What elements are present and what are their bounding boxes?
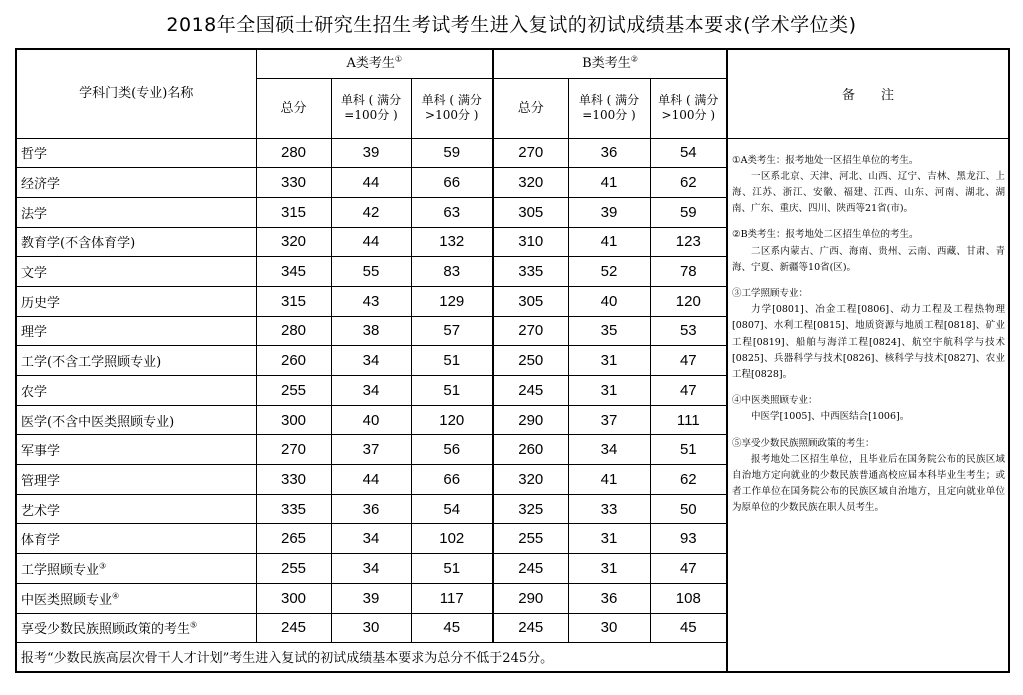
note-item	[732, 153, 1005, 218]
b-score-single-100: 41	[568, 465, 650, 495]
a-score-single-100: 44	[331, 465, 411, 495]
a-score-single-gt100: 54	[411, 494, 493, 524]
a-score-total: 300	[256, 405, 331, 435]
a-score-total: 255	[256, 554, 331, 584]
a-score-single-gt100: 117	[411, 583, 493, 613]
a-score-single-gt100: 66	[411, 168, 493, 198]
a-score-single-100: 44	[331, 168, 411, 198]
b-score-single-gt100: 45	[650, 613, 727, 643]
b-score-single-100: 36	[568, 138, 650, 168]
subject-column-header: 学科门类(专业)名称	[16, 49, 256, 138]
a-score-total: 330	[256, 168, 331, 198]
a-score-single-100: 39	[331, 583, 411, 613]
note-heading: ④中医类照顾专业：	[732, 395, 818, 407]
a-score-single-gt100: 129	[411, 286, 493, 316]
a-score-single-100: 38	[331, 316, 411, 346]
footnote-mark: ③	[99, 561, 107, 571]
b-score-single-100: 41	[568, 227, 650, 257]
a-score-single-100: 40	[331, 405, 411, 435]
b-score-single-100: 40	[568, 286, 650, 316]
note-item	[732, 393, 1005, 425]
a-score-single-100: 30	[331, 613, 411, 643]
a-score-single-gt100: 102	[411, 524, 493, 554]
b-score-single-gt100: 120	[650, 286, 727, 316]
a-score-single-gt100: 51	[411, 376, 493, 406]
note-heading: ②B类考生：报考地处二区招生单位的考生。	[732, 229, 919, 241]
a-score-single-gt100: 83	[411, 257, 493, 287]
b-score-total: 260	[493, 435, 568, 465]
a-score-single-100: 34	[331, 376, 411, 406]
footnote-mark: ⑤	[190, 621, 198, 631]
a-score-single-gt100: 57	[411, 316, 493, 346]
b-single-gt100-header: 单科 ( 满分 >100分 )	[650, 78, 727, 138]
a-score-total: 300	[256, 583, 331, 613]
note-body: 中医学[1005]、中西医结合[1006]。	[751, 411, 910, 423]
footer-note: 报考“少数民族高层次骨干人才计划”考生进入复试的初试成绩基本要求为总分不低于245分。	[16, 643, 727, 672]
score-table	[15, 48, 1010, 673]
b-score-single-gt100: 108	[650, 583, 727, 613]
b-score-total: 255	[493, 524, 568, 554]
a-score-total: 330	[256, 465, 331, 495]
group-b-header: B类考生②	[493, 49, 727, 78]
subject-name: 享受少数民族照顾政策的考生⑤	[16, 613, 256, 643]
b-score-single-gt100: 123	[650, 227, 727, 257]
note-body: 报考地处二区招生单位，且毕业后在国务院公布的民族区域自治地方定向就业的少数民族普通高校应届本科毕业生考生；或者工作单位在国务院公布的民族区域自治地方，且定向就业单位为原单位的少数民族在职人员考生。	[732, 453, 1006, 514]
b-score-total: 245	[493, 554, 568, 584]
a-score-single-100: 34	[331, 524, 411, 554]
a-score-single-gt100: 51	[411, 554, 493, 584]
subject-name: 艺术学	[16, 494, 256, 524]
footnote-mark: ②	[630, 54, 638, 64]
b-single-100-header: 单科 ( 满分 =100分 )	[568, 78, 650, 138]
note-item	[732, 227, 1005, 276]
b-score-total: 245	[493, 376, 568, 406]
a-score-total: 335	[256, 494, 331, 524]
a-score-single-100: 44	[331, 227, 411, 257]
b-score-total: 290	[493, 583, 568, 613]
b-score-total: 270	[493, 316, 568, 346]
b-score-total: 250	[493, 346, 568, 376]
b-score-total: 320	[493, 465, 568, 495]
b-score-total: 305	[493, 197, 568, 227]
b-score-total: 270	[493, 138, 568, 168]
b-score-single-gt100: 47	[650, 554, 727, 584]
b-score-single-gt100: 111	[650, 405, 727, 435]
group-a-header: A类考生①	[256, 49, 493, 78]
a-score-single-100: 34	[331, 554, 411, 584]
b-score-single-gt100: 62	[650, 168, 727, 198]
note-item	[732, 286, 1005, 383]
a-score-single-100: 37	[331, 435, 411, 465]
b-score-single-gt100: 50	[650, 494, 727, 524]
b-score-single-100: 33	[568, 494, 650, 524]
b-score-single-100: 35	[568, 316, 650, 346]
a-score-single-gt100: 66	[411, 465, 493, 495]
note-item	[732, 436, 1005, 517]
b-score-single-gt100: 53	[650, 316, 727, 346]
subject-name: 中医类照顾专业④	[16, 583, 256, 613]
subject-name: 理学	[16, 316, 256, 346]
note-heading: ⑤享受少数民族照顾政策的考生：	[732, 437, 875, 449]
a-score-total: 315	[256, 197, 331, 227]
a-score-total: 280	[256, 138, 331, 168]
a-score-total: 245	[256, 613, 331, 643]
a-score-single-gt100: 132	[411, 227, 493, 257]
b-score-single-100: 31	[568, 554, 650, 584]
b-score-single-100: 36	[568, 583, 650, 613]
b-score-total: 245	[493, 613, 568, 643]
subject-name: 管理学	[16, 465, 256, 495]
a-score-single-100: 34	[331, 346, 411, 376]
b-score-single-100: 37	[568, 405, 650, 435]
b-score-total: 310	[493, 227, 568, 257]
a-total-header: 总分	[256, 78, 331, 138]
subject-name: 工学(不含工学照顾专业)	[16, 346, 256, 376]
note-heading: ①A类考生：报考地处一区招生单位的考生。	[732, 154, 919, 166]
b-score-total: 290	[493, 405, 568, 435]
a-score-single-gt100: 63	[411, 197, 493, 227]
a-score-total: 270	[256, 435, 331, 465]
b-score-single-100: 30	[568, 613, 650, 643]
a-score-total: 260	[256, 346, 331, 376]
a-single-gt100-header: 单科 ( 满分 >100分 )	[411, 78, 493, 138]
subject-name: 法学	[16, 197, 256, 227]
b-score-single-gt100: 47	[650, 376, 727, 406]
note-body: 力学[0801]、冶金工程[0806]、动力工程及工程热物理[0807]、水利工程[0815]、地质资源与地质工程[0818]、矿业工程[0819]、船舶与海洋工程[0824]、航空宇航科学与技术[0825]、兵器科学与技术[0826]、核科学与技术[0827]、农业工程[0828]。	[732, 304, 1006, 380]
b-score-single-gt100: 51	[650, 435, 727, 465]
b-score-single-100: 41	[568, 168, 650, 198]
subject-name: 教育学(不含体育学)	[16, 227, 256, 257]
a-score-single-100: 39	[331, 138, 411, 168]
a-score-total: 315	[256, 286, 331, 316]
subject-name: 农学	[16, 376, 256, 406]
b-score-single-100: 31	[568, 524, 650, 554]
a-score-total: 320	[256, 227, 331, 257]
subject-name: 军事学	[16, 435, 256, 465]
b-score-single-gt100: 62	[650, 465, 727, 495]
subject-name: 历史学	[16, 286, 256, 316]
b-total-header: 总分	[493, 78, 568, 138]
subject-name: 经济学	[16, 168, 256, 198]
b-score-total: 320	[493, 168, 568, 198]
page-title: 2018年全国硕士研究生招生考试考生进入复试的初试成绩基本要求(学术学位类)	[166, 14, 857, 36]
a-score-single-100: 42	[331, 197, 411, 227]
b-score-single-gt100: 78	[650, 257, 727, 287]
footnote-mark: ①	[394, 54, 403, 64]
a-score-single-gt100: 120	[411, 405, 493, 435]
a-score-single-100: 43	[331, 286, 411, 316]
b-score-single-gt100: 47	[650, 346, 727, 376]
b-score-total: 335	[493, 257, 568, 287]
footnote-mark: ④	[112, 591, 120, 601]
a-score-single-100: 55	[331, 257, 411, 287]
subject-name: 哲学	[16, 138, 256, 168]
notes-header: 备注	[727, 49, 1009, 138]
a-score-total: 255	[256, 376, 331, 406]
notes-panel	[727, 138, 1009, 672]
a-score-total: 265	[256, 524, 331, 554]
subject-name: 医学(不含中医类照顾专业)	[16, 405, 256, 435]
b-score-single-100: 39	[568, 197, 650, 227]
b-score-single-100: 34	[568, 435, 650, 465]
b-score-total: 325	[493, 494, 568, 524]
a-score-single-gt100: 59	[411, 138, 493, 168]
note-body: 二区系内蒙古、广西、海南、贵州、云南、西藏、甘肃、青海、宁夏、新疆等10省(区)。	[732, 245, 1006, 273]
note-heading: ③工学照顾专业：	[732, 287, 809, 299]
b-score-single-100: 52	[568, 257, 650, 287]
a-score-single-gt100: 45	[411, 613, 493, 643]
a-score-single-100: 36	[331, 494, 411, 524]
subject-name: 体育学	[16, 524, 256, 554]
b-score-single-100: 31	[568, 376, 650, 406]
a-score-single-gt100: 56	[411, 435, 493, 465]
a-single-100-header: 单科 ( 满分 =100分 )	[331, 78, 411, 138]
b-score-single-gt100: 59	[650, 197, 727, 227]
b-score-single-gt100: 93	[650, 524, 727, 554]
a-score-single-gt100: 51	[411, 346, 493, 376]
subject-name: 文学	[16, 257, 256, 287]
b-score-single-gt100: 54	[650, 138, 727, 168]
a-score-total: 345	[256, 257, 331, 287]
note-body: 一区系北京、天津、河北、山西、辽宁、吉林、黑龙江、上海、江苏、浙江、安徽、福建、江西、山东、河南、湖北、湖南、广东、重庆、四川、陕西等21省(市)。	[732, 170, 1006, 215]
b-score-total: 305	[493, 286, 568, 316]
a-score-total: 280	[256, 316, 331, 346]
subject-name: 工学照顾专业③	[16, 554, 256, 584]
b-score-single-100: 31	[568, 346, 650, 376]
table-row	[16, 138, 1009, 168]
